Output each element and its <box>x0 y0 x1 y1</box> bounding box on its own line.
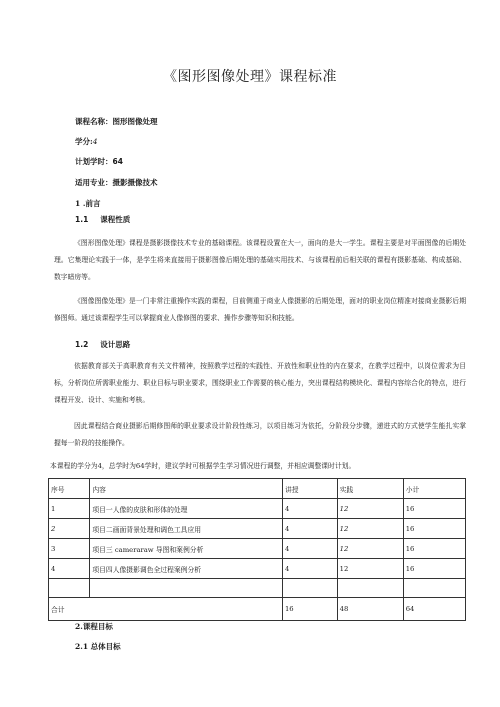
table-cell: 项目一人像的皮肤和形体的处理 <box>90 499 283 519</box>
section-title: 设计思路 <box>100 340 131 349</box>
section-number: 1.2 <box>75 340 89 349</box>
table-cell <box>282 579 337 598</box>
section-1-1-heading <box>75 214 130 225</box>
table-cell: 4 <box>282 499 337 519</box>
table-cell <box>90 579 283 598</box>
table-total-row <box>49 598 466 621</box>
table-cell <box>403 579 465 598</box>
paragraph: 《图像图像处理》是一门非常注重操作实践的课程，目前侧重于商业人像摄影的后期处理，面对的职业岗位精准对接商业摄影后期修图师。通过该课程学生可以掌握商业人像修图的要求、操作步骤等知识和技能。 <box>54 297 466 322</box>
major-value: 摄影摄像技术 <box>112 178 158 187</box>
major-line <box>75 177 158 188</box>
page-title: 《图形图像处理》课程标准 <box>163 69 337 85</box>
credit-label: 学分: <box>75 137 93 146</box>
section-1-2-heading <box>75 339 130 350</box>
credit-line <box>75 136 98 147</box>
credit-value: 4 <box>92 137 98 146</box>
header-cell: 小计 <box>403 479 465 499</box>
total-cell: 16 <box>282 598 337 621</box>
table-header-row <box>49 479 466 499</box>
table-cell: 12 <box>337 559 403 579</box>
paragraph: 《图形图像处理》课程是摄影摄像技术专业的基础课程。该课程设置在大一，面向的是大一学生。课程主要是对平面图像的后期处理。它集理论实践于一体，是学生将来直接用于摄影图像后期处理的基础实用技术、与该课程前后相关联的课程有摄影基础、构成基础、数字暗房等。 <box>54 239 466 281</box>
table-blank-row <box>49 579 466 598</box>
hours-label: 计划学时： <box>75 157 113 166</box>
table-cell: 1 <box>49 499 90 519</box>
table-cell: 16 <box>403 519 465 539</box>
total-cell: 64 <box>403 598 465 621</box>
table-cell: 2 <box>49 519 90 539</box>
table-row <box>49 539 466 559</box>
table-cell: 16 <box>403 559 465 579</box>
header-cell: 讲授 <box>282 479 337 499</box>
table-cell: 3 <box>49 539 90 559</box>
section-title: 课程性质 <box>100 215 131 224</box>
section-2-heading: 2.课程目标 <box>75 622 113 631</box>
course-hours-table <box>48 478 466 621</box>
table-cell <box>337 579 403 598</box>
table-row <box>49 559 466 579</box>
hours-value: 64 <box>112 157 123 166</box>
table-cell <box>49 579 90 598</box>
table-row <box>49 519 466 539</box>
paragraph: 因此课程结合商业摄影后期修图师的职业要求设计阶段性练习，以项目练习为依托，分阶段分步骤，递进式的方式使学生能扎实掌握每一阶段的技能操作。 <box>54 422 466 447</box>
course-name-label: 课程名称： <box>75 117 113 126</box>
header-cell: 内容 <box>90 479 283 499</box>
table-cell: 4 <box>282 539 337 559</box>
header-cell: 序号 <box>49 479 90 499</box>
table-cell: 12 <box>337 539 403 559</box>
table-cell: 项目三 cameraraw 导图和案例分析 <box>90 539 283 559</box>
section-number: 1.1 <box>75 215 89 224</box>
table-cell: 4 <box>282 559 337 579</box>
paragraph: 本课程的学分为4，总学时为64学时，建议学时可根据学生学习情况进行调整，并相应调整课时计划。 <box>50 462 356 470</box>
major-label: 适用专业： <box>75 178 113 187</box>
section-1-heading: 1 .前言 <box>75 199 101 208</box>
course-name-line <box>75 116 158 127</box>
table-cell: 12 <box>337 519 403 539</box>
total-cell: 48 <box>337 598 403 621</box>
table-cell: 16 <box>403 539 465 559</box>
table-cell: 4 <box>282 519 337 539</box>
table-cell: 项目四人像摄影调色全过程案例分析 <box>90 559 283 579</box>
table-cell: 12 <box>337 499 403 519</box>
total-label-cell: 合计 <box>49 598 283 621</box>
table-cell: 项目二画面背景处理和调色工具应用 <box>90 519 283 539</box>
paragraph: 依据教育部关于高职教育有关文件精神，按照教学过程的实践性、开放性和职业性的内在要求，在教学过程中，以岗位需求为目标，分析岗位所需职业能力、职业目标与职业要求，围绕职业工作需要的核心能力，突出课程结构模块化、课程内容综合化的特点，进行课程开发、设计、实施和考核。 <box>54 362 466 404</box>
table-cell: 16 <box>403 499 465 519</box>
table-cell: 4 <box>49 559 90 579</box>
hours-line <box>75 156 123 167</box>
section-2-1-heading: 2.1 总体目标 <box>75 642 121 651</box>
course-name-value: 图形图像处理 <box>112 117 158 126</box>
header-cell: 实践 <box>337 479 403 499</box>
table-row <box>49 499 466 519</box>
